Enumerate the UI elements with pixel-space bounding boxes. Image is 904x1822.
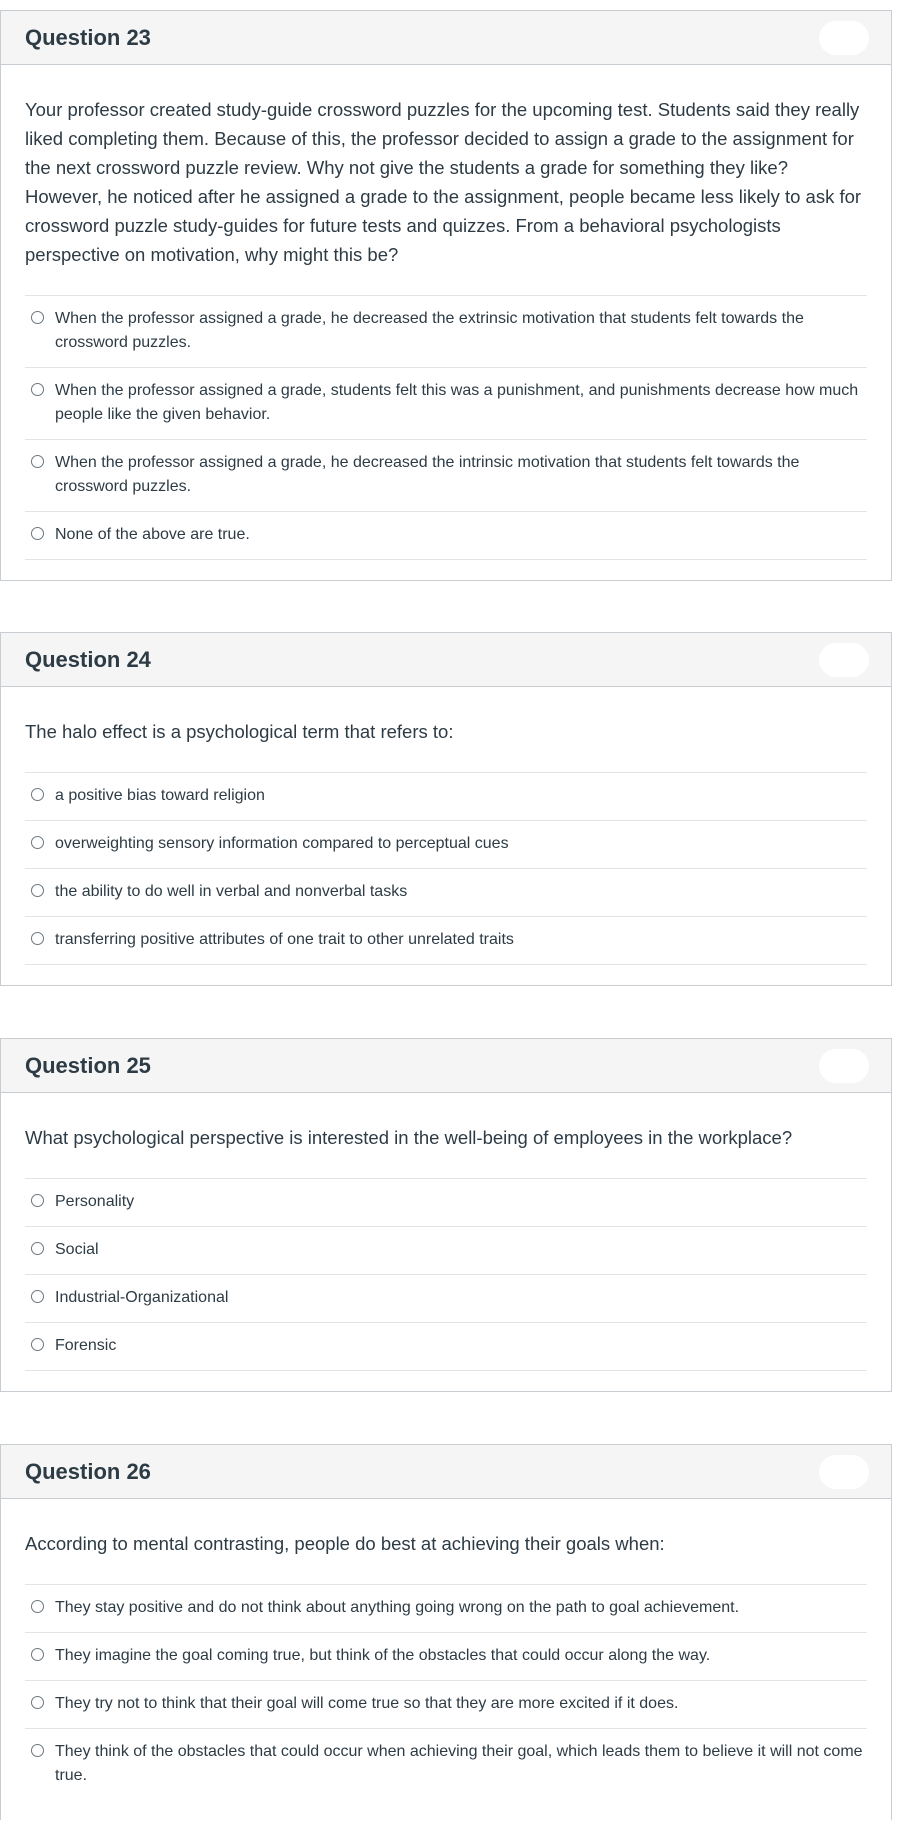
- question-body: [1, 65, 891, 580]
- answer-list: [25, 295, 867, 560]
- answer-option[interactable]: [25, 1728, 867, 1800]
- radio-button[interactable]: [31, 1744, 44, 1757]
- answer-option[interactable]: [25, 1584, 867, 1632]
- answer-label: When the professor assigned a grade, he decreased the intrinsic motivation that students felt towards the crossword puzzles.: [55, 454, 800, 495]
- answer-label: When the professor assigned a grade, students felt this was a punishment, and punishments decrease how much people like the given behavior.: [55, 382, 859, 423]
- answer-label: When the professor assigned a grade, he decreased the extrinsic motivation that students felt towards the crossword puzzles.: [55, 310, 804, 351]
- radio-button[interactable]: [31, 455, 44, 468]
- answer-option[interactable]: [25, 295, 867, 367]
- answer-option[interactable]: [25, 511, 867, 560]
- question-header: [1, 1445, 891, 1499]
- radio-button[interactable]: [31, 1600, 44, 1613]
- answer-label: a positive bias toward religion: [55, 787, 265, 804]
- question-23: [0, 10, 892, 581]
- radio-button[interactable]: [31, 1338, 44, 1351]
- question-title: Question 23: [25, 24, 151, 50]
- answer-option[interactable]: [25, 1632, 867, 1680]
- answer-option[interactable]: [25, 367, 867, 439]
- points-badge: [819, 21, 869, 55]
- answer-option[interactable]: [25, 1322, 867, 1371]
- question-title: Question 24: [25, 646, 151, 672]
- question-text: Your professor created study-guide crossword puzzles for the upcoming test. Students said they really liked completing them. Because of this, the professor decided to assign a grade to the assignment for the next crossword puzzle review. Why not give the students a grade for something they like? However, he noticed after he assigned a grade to the assignment, people became less likely to ask for crossword puzzle study-guides for future tests and quizzes. From a behavioral psychologists perspective on motivation, why might this be?: [25, 99, 862, 265]
- answer-label: transferring positive attributes of one trait to other unrelated traits: [55, 931, 514, 948]
- answer-label: They think of the obstacles that could occur when achieving their goal, which leads them to believe it will not come true.: [55, 1743, 863, 1784]
- points-badge: [819, 1455, 869, 1489]
- answer-label: Personality: [55, 1193, 135, 1210]
- answer-option[interactable]: [25, 1680, 867, 1728]
- question-body: [1, 1499, 891, 1820]
- question-title: Question 26: [25, 1458, 151, 1484]
- question-25: [0, 1038, 892, 1392]
- answer-list: [25, 772, 867, 965]
- question-26: [0, 1444, 892, 1820]
- radio-button[interactable]: [31, 1242, 44, 1255]
- answer-label: They try not to think that their goal will come true so that they are more excited if it does.: [55, 1695, 679, 1712]
- answer-label: None of the above are true.: [55, 526, 250, 543]
- answer-option[interactable]: [25, 916, 867, 965]
- radio-button[interactable]: [31, 1290, 44, 1303]
- answer-option[interactable]: [25, 772, 867, 820]
- radio-button[interactable]: [31, 932, 44, 945]
- answer-label: They imagine the goal coming true, but think of the obstacles that could occur along the way.: [55, 1647, 711, 1664]
- answer-list: [25, 1584, 867, 1800]
- radio-button[interactable]: [31, 383, 44, 396]
- answer-option[interactable]: [25, 1226, 867, 1274]
- question-text: What psychological perspective is interested in the well-being of employees in the workplace?: [25, 1127, 793, 1148]
- question-body: [1, 687, 891, 985]
- radio-button[interactable]: [31, 527, 44, 540]
- points-badge: [819, 643, 869, 677]
- question-header: [1, 1039, 891, 1093]
- radio-button[interactable]: [31, 1696, 44, 1709]
- question-header: [1, 11, 891, 65]
- question-body: [1, 1093, 891, 1391]
- answer-label: They stay positive and do not think about anything going wrong on the path to goal achievement.: [55, 1599, 740, 1616]
- question-24: [0, 632, 892, 986]
- question-text: The halo effect is a psychological term that refers to:: [25, 721, 454, 742]
- answer-option[interactable]: [25, 820, 867, 868]
- radio-button[interactable]: [31, 788, 44, 801]
- radio-button[interactable]: [31, 1648, 44, 1661]
- question-title: Question 25: [25, 1052, 151, 1078]
- answer-option[interactable]: [25, 1274, 867, 1322]
- radio-button[interactable]: [31, 884, 44, 897]
- radio-button[interactable]: [31, 311, 44, 324]
- answer-option[interactable]: [25, 439, 867, 511]
- radio-button[interactable]: [31, 836, 44, 849]
- answer-label: Industrial-Organizational: [55, 1289, 229, 1306]
- question-text: According to mental contrasting, people do best at achieving their goals when:: [25, 1533, 665, 1554]
- radio-button[interactable]: [31, 1194, 44, 1207]
- answer-label: overweighting sensory information compared to perceptual cues: [55, 835, 509, 852]
- answer-option[interactable]: [25, 1178, 867, 1226]
- answer-list: [25, 1178, 867, 1371]
- question-header: [1, 633, 891, 687]
- points-badge: [819, 1049, 869, 1083]
- answer-label: Forensic: [55, 1337, 117, 1354]
- answer-label: Social: [55, 1241, 99, 1258]
- answer-option[interactable]: [25, 868, 867, 916]
- answer-label: the ability to do well in verbal and nonverbal tasks: [55, 883, 408, 900]
